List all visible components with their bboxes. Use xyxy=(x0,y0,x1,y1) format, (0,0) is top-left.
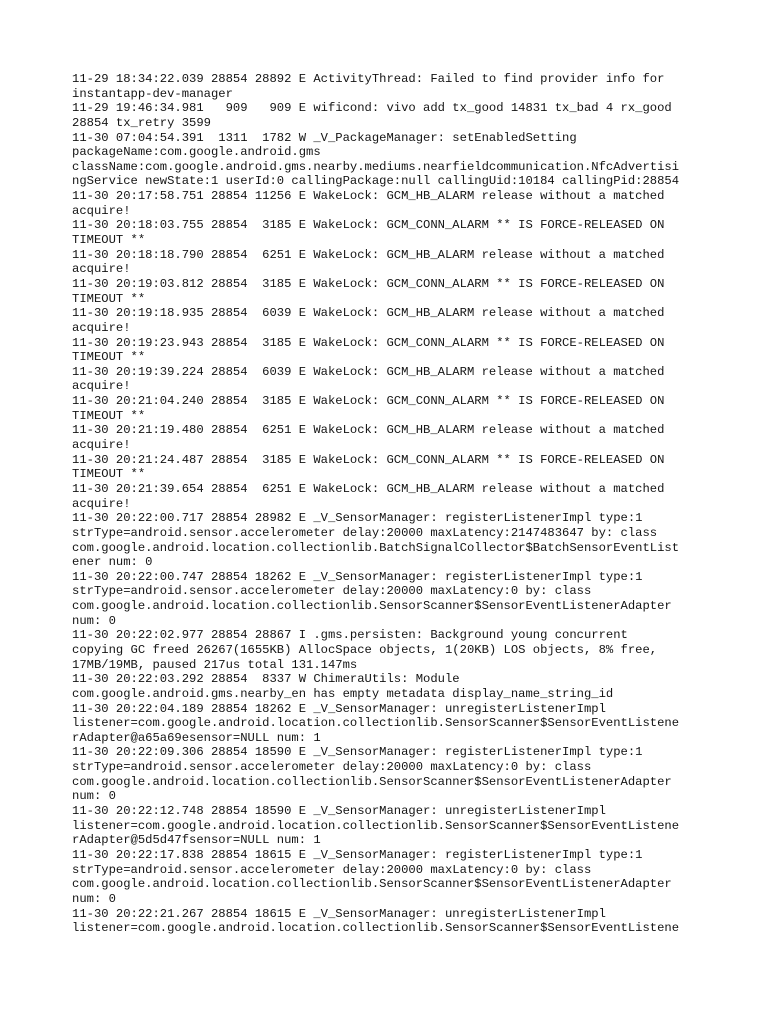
log-line: listener=com.google.android.location.collectionlib.SensorScanner$SensorEventListene xyxy=(72,921,680,936)
log-line: listener=com.google.android.location.collectionlib.SensorScanner$SensorEventListene xyxy=(72,716,680,731)
log-line: 11-30 20:19:39.224 28854 6039 E WakeLock: GCM_HB_ALARM release without a matched xyxy=(72,364,665,379)
log-line: 17MB/19MB, paused 217us total 131.147ms xyxy=(72,657,358,672)
log-line: 28854 tx_retry 3599 xyxy=(72,115,211,130)
log-line: strType=android.sensor.accelerometer delay:20000 maxLatency:0 by: class xyxy=(72,584,592,599)
log-line: 11-30 20:17:58.751 28854 11256 E WakeLock: GCM_HB_ALARM release without a matched xyxy=(72,189,665,204)
log-line: acquire! xyxy=(72,203,131,218)
log-line: 11-30 20:22:12.748 28854 18590 E _V_SensorManager: unregisterListenerImpl xyxy=(72,804,606,819)
log-line: TIMEOUT ** xyxy=(72,233,146,248)
log-line: 11-29 19:46:34.981 909 909 E wificond: vivo add tx_good 14831 tx_bad 4 rx_good xyxy=(72,101,672,116)
log-line: 11-30 20:22:04.189 28854 18262 E _V_SensorManager: unregisterListenerImpl xyxy=(72,701,606,716)
log-line: acquire! xyxy=(72,379,131,394)
log-line: com.google.android.location.collectionlib.SensorScanner$SensorEventListenerAdapter xyxy=(72,877,672,892)
log-line: TIMEOUT ** xyxy=(72,467,146,482)
log-line: 11-30 20:22:02.977 28854 28867 I .gms.persisten: Background young concurrent xyxy=(72,628,628,643)
log-line: 11-30 20:21:19.480 28854 6251 E WakeLock: GCM_HB_ALARM release without a matched xyxy=(72,423,665,438)
log-line: 11-30 20:19:03.812 28854 3185 E WakeLock: GCM_CONN_ALARM ** IS FORCE-RELEASED ON xyxy=(72,276,665,291)
log-line: 11-30 20:18:03.755 28854 3185 E WakeLock: GCM_CONN_ALARM ** IS FORCE-RELEASED ON xyxy=(72,218,665,233)
log-line: acquire! xyxy=(72,438,131,453)
log-line: 11-30 20:19:18.935 28854 6039 E WakeLock: GCM_HB_ALARM release without a matched xyxy=(72,306,665,321)
log-line: 11-30 20:22:09.306 28854 18590 E _V_SensorManager: registerListenerImpl type:1 xyxy=(72,745,643,760)
log-line: ngService newState:1 userId:0 callingPackage:null callingUid:10184 callingPid:28854 xyxy=(72,174,680,189)
log-line: 11-30 20:21:39.654 28854 6251 E WakeLock: GCM_HB_ALARM release without a matched xyxy=(72,481,665,496)
log-line: 11-30 20:21:24.487 28854 3185 E WakeLock: GCM_CONN_ALARM ** IS FORCE-RELEASED ON xyxy=(72,452,665,467)
log-line: com.google.android.location.collectionlib.SensorScanner$SensorEventListenerAdapter xyxy=(72,599,672,614)
log-line: strType=android.sensor.accelerometer delay:20000 maxLatency:0 by: class xyxy=(72,862,592,877)
log-line: 11-30 20:22:17.838 28854 18615 E _V_SensorManager: registerListenerImpl type:1 xyxy=(72,847,643,862)
log-line: num: 0 xyxy=(72,613,116,628)
log-line: instantapp-dev-manager xyxy=(72,86,233,101)
log-line: packageName:com.google.android.gms xyxy=(72,145,321,160)
log-line: 11-30 20:22:00.747 28854 18262 E _V_SensorManager: registerListenerImpl type:1 xyxy=(72,569,643,584)
log-line: 11-30 20:22:00.717 28854 28982 E _V_SensorManager: registerListenerImpl type:1 xyxy=(72,511,643,526)
log-line: acquire! xyxy=(72,496,131,511)
log-line: TIMEOUT ** xyxy=(72,350,146,365)
log-line: 11-30 20:22:21.267 28854 18615 E _V_SensorManager: unregisterListenerImpl xyxy=(72,906,606,921)
log-line: className:com.google.android.gms.nearby.mediums.nearfieldcommunication.NfcAdvertisi xyxy=(72,159,680,174)
log-line: num: 0 xyxy=(72,789,116,804)
log-line: ener num: 0 xyxy=(72,555,153,570)
log-line: listener=com.google.android.location.collectionlib.SensorScanner$SensorEventListene xyxy=(72,818,680,833)
log-line: num: 0 xyxy=(72,891,116,906)
log-line: strType=android.sensor.accelerometer delay:20000 maxLatency:0 by: class xyxy=(72,760,592,775)
log-line: com.google.android.location.collectionlib.BatchSignalCollector$BatchSensorEventList xyxy=(72,540,680,555)
log-line: strType=android.sensor.accelerometer delay:20000 maxLatency:2147483647 by: class xyxy=(72,525,658,540)
log-line: 11-29 18:34:22.039 28854 28892 E ActivityThread: Failed to find provider info for xyxy=(72,72,665,86)
log-line: 11-30 20:18:18.790 28854 6251 E WakeLock: GCM_HB_ALARM release without a matched xyxy=(72,247,665,262)
log-line: rAdapter@5d5d47fsensor=NULL num: 1 xyxy=(72,833,321,848)
log-line: 11-30 20:19:23.943 28854 3185 E WakeLock: GCM_CONN_ALARM ** IS FORCE-RELEASED ON xyxy=(72,335,665,350)
log-line: com.google.android.gms.nearby_en has empty metadata display_name_string_id xyxy=(72,686,614,701)
log-line: TIMEOUT ** xyxy=(72,408,146,423)
log-line: TIMEOUT ** xyxy=(72,291,146,306)
log-line: rAdapter@a65a69esensor=NULL num: 1 xyxy=(72,730,321,745)
log-line: 11-30 20:22:03.292 28854 8337 W ChimeraUtils: Module xyxy=(72,672,460,687)
log-line: 11-30 07:04:54.391 1311 1782 W _V_PackageManager: setEnabledSetting xyxy=(72,130,577,145)
log-line: copying GC freed 26267(1655KB) AllocSpace objects, 1(20KB) LOS objects, 8% free, xyxy=(72,642,658,657)
log-line: acquire! xyxy=(72,320,131,335)
log-line: acquire! xyxy=(72,262,131,277)
log-line: 11-30 20:21:04.240 28854 3185 E WakeLock: GCM_CONN_ALARM ** IS FORCE-RELEASED ON xyxy=(72,394,665,409)
log-line: com.google.android.location.collectionlib.SensorScanner$SensorEventListenerAdapter xyxy=(72,774,672,789)
log-document xyxy=(72,72,702,936)
